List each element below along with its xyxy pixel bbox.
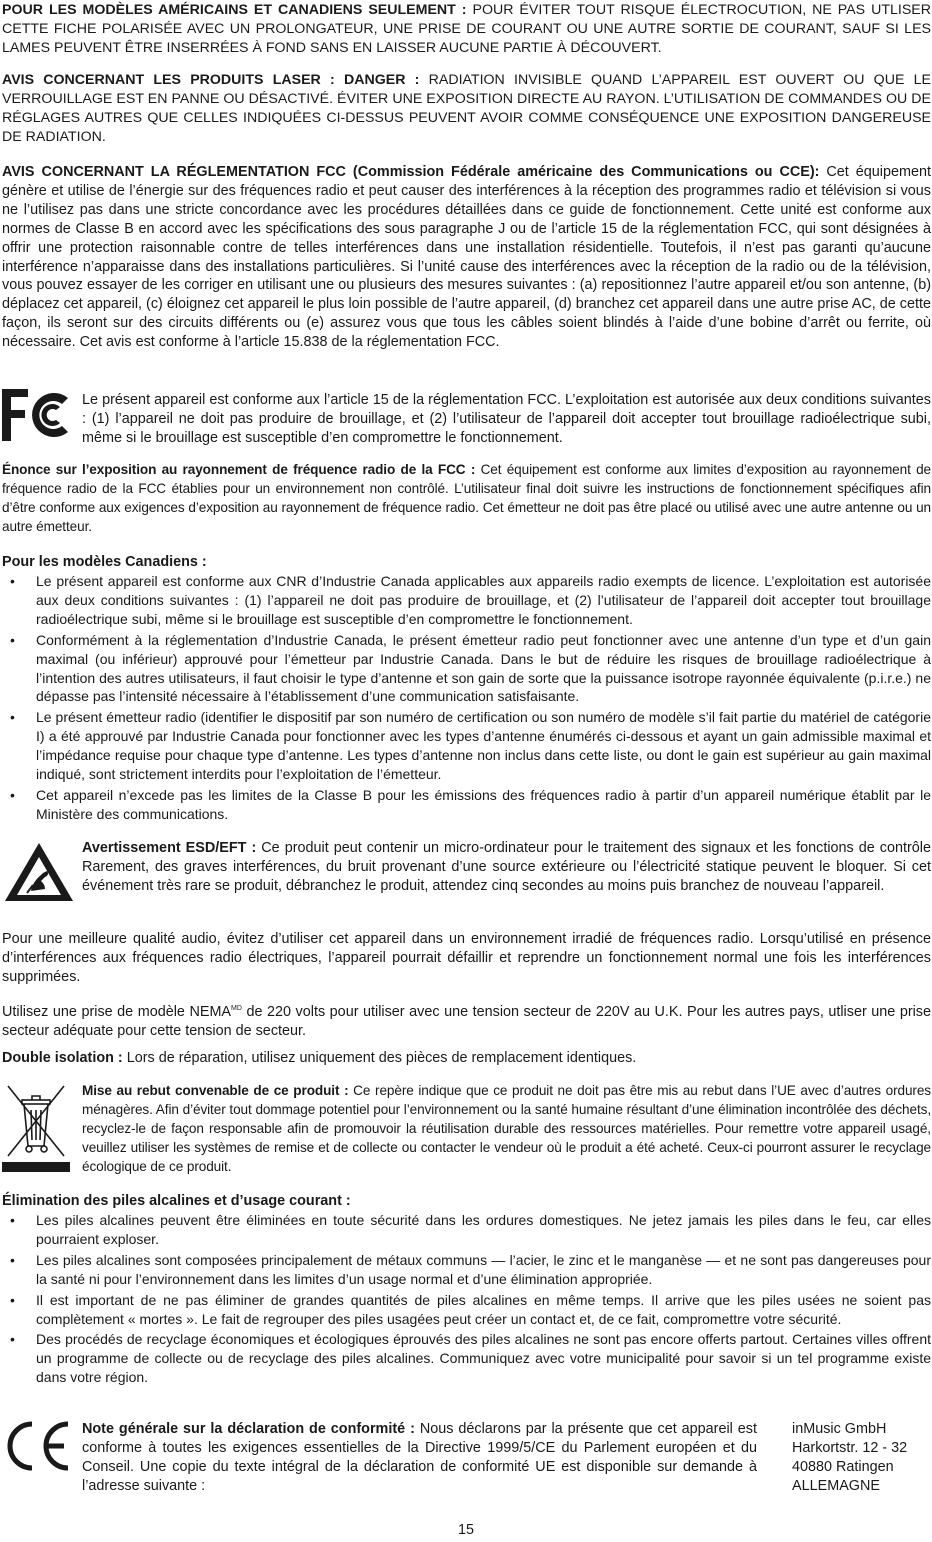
list-item: • Conformément à la réglementation d’Industrie Canada, le présent émetteur radio peut fonctionner avec une antenne d’un type et d’un gain maximal (ou inférieur) approuvé pour l’émetteur par Industrie Canada. Dans le but de réduire les risques de brouillage radioélectrique à l’intention des autres utilisateurs, il faut choisir le type d’antenne et son gain de sorte que la puissance isotrope rayonnée équivalente (p.i.r.e.) ne dépasse pas l’intensité nécessaire à l’établissement d’une communication satisfaisante. (10, 631, 931, 705)
list-item: • Cet appareil n’excede pas les limites de la Classe B pour les émissions des fréquences radio à partir d’un appareil numérique établit par le Ministère des communications. (10, 786, 931, 822)
ce-declaration-note: Note générale sur la déclaration de conformité : Nous déclarons par la présente que cet appareil est conforme à toutes les exigences essentielles de la Directive 1999/5/CE du Parlement européen et du Conseil. Une copie du texte intégral de la déclaration de conformité UE est disponible sur demande à l’adresse suivante : (82, 1421, 757, 1494)
fcc-part15-note: Le présent appareil est conforme aux l’article 15 de la réglementation FCC. L’exploitation est autorisée aux deux conditions suivantes : (1) l’appareil ne doit pas produire de brouillage, et (2) l’utilisateur de l’appareil doit accepter tout brouillage radioélectrique subi, même si le brouillage est susceptible d’en compromettre le fonctionnement. (82, 392, 931, 446)
address-line: inMusic GmbH (792, 1421, 887, 1437)
us-canada-plug-warning: POUR LES MODÈLES AMÉRICAINS ET CANADIENS SEULEMENT : POUR ÉVITER TOUT RISQUE ÉLECTROCUTION, NE PAS UTLISER CETTE FICHE POLARISÉE AVEC UN PROLONGATEUR, UNE PRISE DE COURANT OU UNE AUTRE SORTIE DE COURANT, SAUF SI LES LAMES PEUVENT ÊTRE INSERRÉES À FOND SANS EN LAISSER AUCUNE PARTIE À DÉCOUVERT. (2, 2, 931, 56)
audio-quality-note: Pour une meilleure qualité audio, évitez d’utiliser cet appareil dans un environnement irradié de fréquences radio. Lorsqu’utilisé en présence d’interférences aux fréquences radio électriques, l’appareil pourrait défaillir et reprendre un fonctionnement normal une fois les interférences supprimées. (2, 931, 931, 985)
list-item: • Le présent appareil est conforme aux CNR d’Industrie Canada applicables aux appareils radio exempts de licence. L’exploitation est autorisée aux deux conditions suivantes : (1) l’appareil ne doit pas produire de brouillage, et (2) l’utilisateur de l’appareil doit accepter tout brouillage radioélectrique subi, même si le brouillage est susceptible d’en compromettre le fonctionnement. (10, 573, 931, 627)
laser-notice: AVIS CONCERNANT LES PRODUITS LASER : DANGER : RADIATION INVISIBLE QUAND L’APPAREIL EST OUVERT OU QUE LE VERROUILLAGE EST EN PANNE OU DÉSACTIVÉ. ÉVITER UNE EXPOSITION DIRECTE AU RAYON. L’UTILISATION DE COMMANDES OU DE RÉGLAGES AUTRES QUE CELLES INDIQUÉES CI-DESSUS PEUVENT AVOIR COMME CONSÉQUENCE UNE EXPOSITION DANGEREUSE DE RADIATION. (2, 72, 931, 145)
canada-list (2, 572, 931, 826)
weee-bin-icon (2, 1082, 70, 1174)
list-item: • Le présent émetteur radio (identifier le dispositif par son numéro de certification ou son numéro de modèle s’il fait partie du matériel de catégorie I) a été approuvé par Industrie Canada pour fonctionner avec les types d’antenne énumérés ci-dessous et ayant un gain admissible maximal et l’impédance requise pour chaque type d’antenne. Les types d’antenne non inclus dans cette liste, ou dont le gain est supérieur au gain maximal indiqué, sont strictement interdits pour l’exploitation de l’émetteur. (10, 709, 931, 783)
esd-eft-warning: Avertissement ESD/EFT : Ce produit peut contenir un micro-ordinateur pour le traitement des signaux et les fonctions de contrôle Rarement, des graves interférences, du bruit provenant d’une source extérieure ou l’électricité statique peuvent le bloquer. Si cet événement très rare se produit, débranchez le produit, attendez cinq secondes au moins puis branchez de nouveau l’appareil. (82, 840, 932, 894)
batteries-heading: Élimination des piles alcalines et d’usage courant : (2, 1193, 351, 1209)
page-number: 15 (457, 1522, 474, 1538)
esd-warning-icon (3, 841, 75, 903)
weee-disposal-note: Mise au rebut convenable de ce produit : Ce repère indique que ce produit ne doit pas être mis au rebut dans l’UE avec d’autres ordures ménagères. Afin d’éviter tout dommage potentiel pour l’environnement ou la santé humaine résultant d’une élimination incontrôlée des déchets, recyclez-le de façon responsable afin de promouvoir la réutilisation durable des ressources matérielles. Pour remettre votre appareil usagé, veuillez utiliser les systèmes de remise et de collecte ou contacter le vendeur où le produit a été acheté. Ceux-ci pourront assurer le recyclage écologique de ce produit. (82, 1083, 932, 1174)
rf-exposure-statement: Énonce sur l’exposition au rayonnement de fréquence radio de la FCC : Cet équipement est conforme aux limites d’exposition au rayonnement de fréquence radio de la FCC établies pour un environnement non contrôlé. L’utilisateur final doit suivre les instructions de fonctionnement spécifiques afin d’être conforme aux exigences d’exposition au rayonnement de fréquence radio. Cet émetteur ne doit pas être placé ou utilisé avec une autre antenne ou un autre émetteur. (2, 462, 931, 534)
double-insulation-note: Double isolation : Lors de réparation, utilisez uniquement des pièces de remplacement identiques. (2, 1050, 637, 1066)
canada-heading: Pour les modèles Canadiens : (2, 554, 207, 570)
ce-mark-icon (2, 1420, 72, 1472)
address-line: ALLEMAGNE (792, 1477, 880, 1494)
list-item: • Les piles alcalines peuvent être éliminées en toute sécurité dans les ordures domestiques. Ne jetez jamais les piles dans le feu, car elles pourraient exploser. (10, 1212, 931, 1247)
list-item: • Les piles alcalines sont composées principalement de métaux communs — l’acier, le zinc et le manganèse — et ne sont pas dangereuses pour la santé ni pour l’environnement dans les limites d’un usage normal et d’une élimination appropriée. (10, 1251, 931, 1287)
manufacturer-address (792, 1420, 932, 1496)
list-item: • Il est important de ne pas éliminer de grandes quantités de piles alcalines en même temps. Il arrive que les piles usées ne soient pas complètement « mortes ». Le fait de regrouper des piles usagées peut créer un contact et, de ce fait, compromettre votre sécurité. (10, 1291, 931, 1327)
fcc-logo-icon (2, 389, 76, 441)
address-line: Harkortstr. 12 - 32 (792, 1439, 908, 1456)
nema-plug-note: Utilisez une prise de modèle $NEMA^{MD}$ de 220 volts pour utiliser avec une tension secteur de 220V au U.K. Pour les autres pays, utliser une prise secteur adéquate pour cette tension de secteur. (2, 1004, 932, 1039)
list-item: • Des procédés de recyclage économiques et écologiques éprouvés des piles alcalines ne sont pas encore offerts partout. Certaines villes offrent un programme de collecte ou de recyclage des piles alcalines. Communiquez avec votre municipalité pour savoir si un tel programme existe dans votre région. (10, 1331, 931, 1386)
fcc-regulation-notice: AVIS CONCERNANT LA RÉGLEMENTATION FCC (Commission Fédérale américaine des Communications ou CCE): Cet équipement génère et utilise de l’énergie sur des fréquences radio et peut causer des interférences à la réception des programmes radio et télévision si vous ne l’utilisez pas dans une stricte concordance avec les procédures détaillées dans ce guide de fonctionnement. Cette unité est conforme aux normes de Classe B en accord avec les spécifications des sous paragraphe J ou de l’article 15 de la réglementation FCC, qui sont désignées à offrir une protection raisonnable contre de telles interférences dans une installation résidentielle. Toutefois, il n’est pas garanti qu’aucune interférence n’apparaisse dans des installations particulières. Si l’unité cause des interférences avec la réception de la radio ou de la télévision, vous pouvez essayer de les corriger en utilisant une ou plusieurs des mesures suivantes : (a) repositionnez l’autre appareil et/ou son antenne, (b) déplacez cet appareil, (c) éloignez cet appareil le plus loin possible de l’autre appareil, (d) branchez cet appareil dans une autre prise AC, de cette façon, ils seront sur des circuits différents ou (e) assurez vous que tous les câbles soient blindés à l’aide d’une bobine d’arrêt ou ferrite, où nécessaire. Cet avis est conforme à l’article 15.838 de la réglementation FCC. (2, 164, 931, 351)
batteries-list (2, 1211, 931, 1389)
address-line: 40880 Ratingen (792, 1458, 894, 1475)
